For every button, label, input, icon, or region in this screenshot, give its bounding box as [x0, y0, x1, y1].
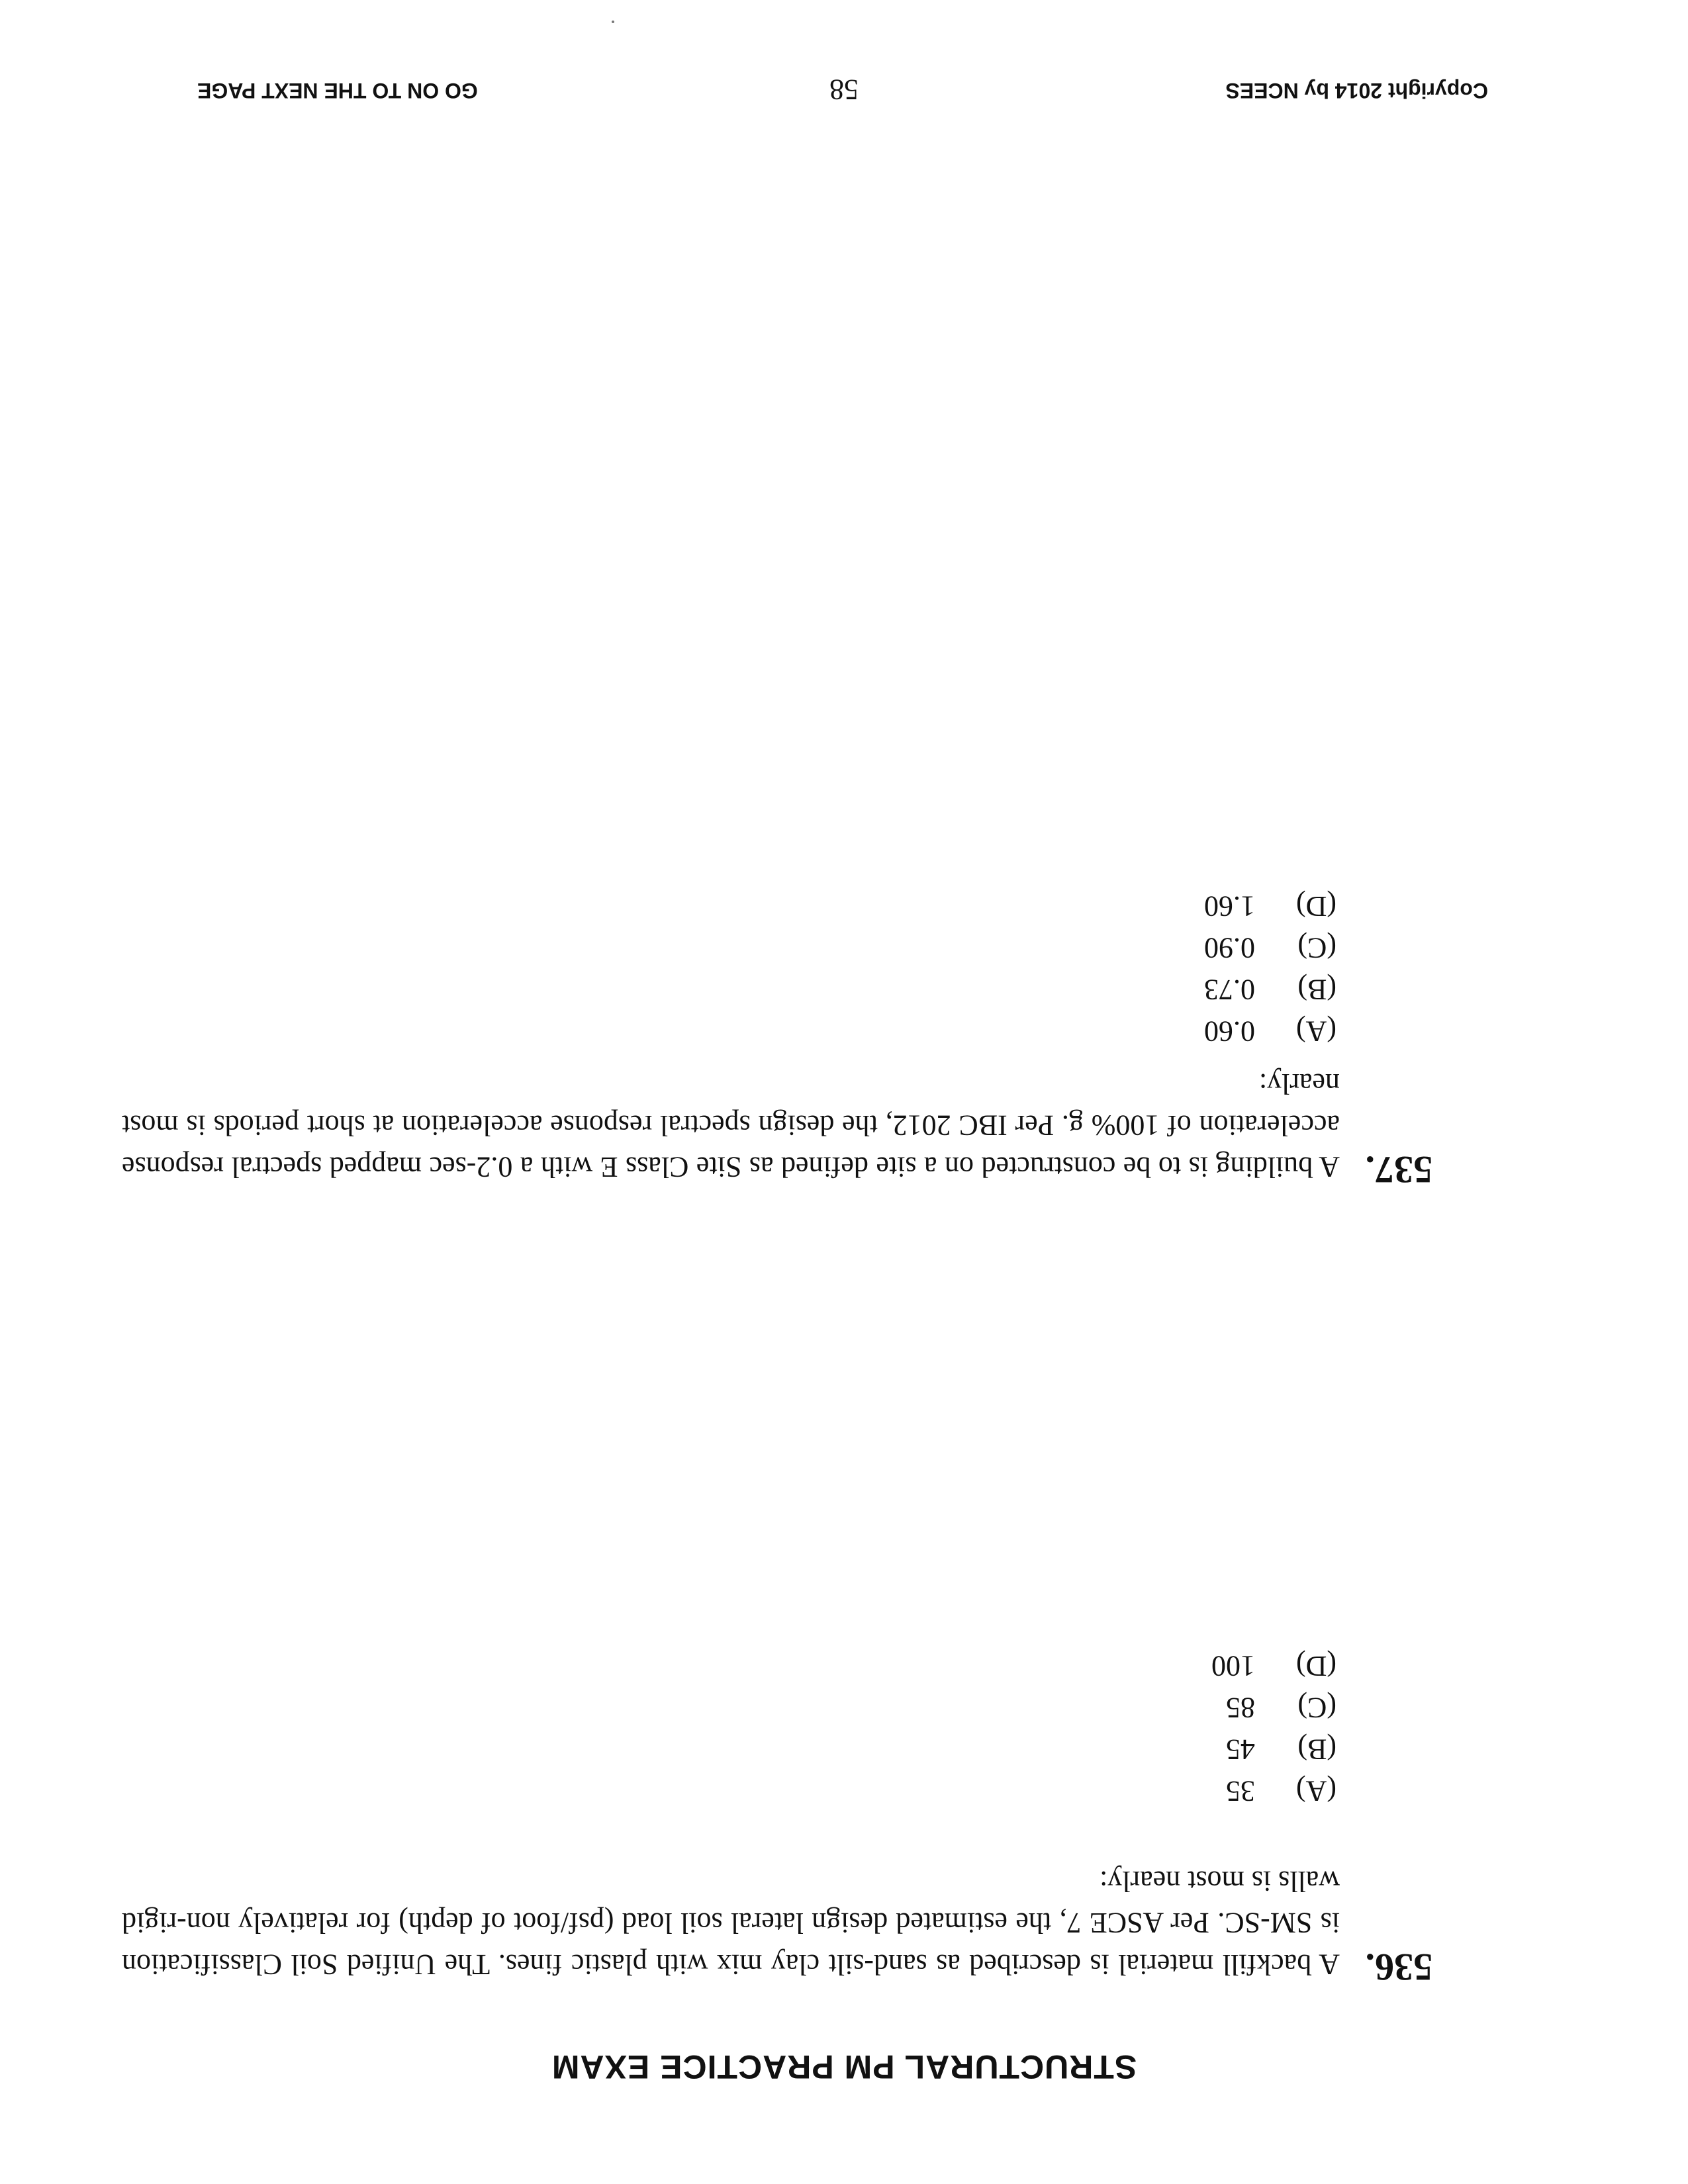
answer-choices: [1211, 1645, 1336, 1812]
question-text: A building is to be constructed on a site defined as Site Class E with a 0.2-sec mapped spectral response acceleration of 100% g. Per IBC 2012, the design spectral response acceleration at short periods is most nearly:: [122, 1068, 1340, 1183]
choice-value: 0.73: [1204, 974, 1255, 1006]
choice-letter: (A): [1295, 1775, 1336, 1807]
question-text: A backfill material is described as sand-silt clay mix with plastic fines. The Unified Soil Classification is SM-SC. Per ASCE 7, the estimated design lateral soil load (psf/foot of depth) for relatively non-rigid walls is most nearly:: [122, 1865, 1340, 1981]
page-title: STRUCTURAL PM PRACTICE EXAM: [551, 2048, 1137, 2085]
question-number: 536.: [1365, 1946, 1432, 1989]
question-number: 537.: [1365, 1148, 1432, 1191]
answer-choice-c: [1204, 927, 1336, 969]
choice-value: 45: [1226, 1733, 1255, 1766]
choice-letter: (A): [1295, 1015, 1336, 1048]
choice-letter: (B): [1297, 1733, 1336, 1766]
page-footer: [0, 63, 1688, 106]
answer-choice-a: [1204, 1011, 1336, 1052]
choice-letter: (C): [1297, 932, 1336, 964]
page-number: 58: [829, 73, 859, 106]
choice-letter: (B): [1297, 974, 1336, 1006]
copyright-notice: Copyright 2014 by NCEES: [1225, 79, 1488, 103]
choice-letter: (C): [1297, 1692, 1336, 1724]
choice-letter: (D): [1295, 1650, 1336, 1682]
answer-choice-c: [1211, 1687, 1336, 1729]
answer-choice-a: [1211, 1770, 1336, 1812]
choice-value: 35: [1226, 1775, 1255, 1807]
answer-choices: [1204, 886, 1336, 1052]
choice-letter: (D): [1295, 890, 1336, 923]
scan-speck: [612, 21, 614, 23]
continue-note: GO ON TO THE NEXT PAGE: [197, 79, 478, 103]
answer-choice-b: [1211, 1729, 1336, 1770]
answer-choice-b: [1204, 969, 1336, 1011]
choice-value: 0.90: [1204, 932, 1255, 964]
choice-value: 0.60: [1204, 1015, 1255, 1048]
choice-value: 100: [1211, 1650, 1255, 1682]
answer-choice-d: [1211, 1645, 1336, 1687]
choice-value: 1.60: [1204, 890, 1255, 923]
choice-value: 85: [1226, 1692, 1255, 1724]
answer-choice-d: [1204, 886, 1336, 927]
